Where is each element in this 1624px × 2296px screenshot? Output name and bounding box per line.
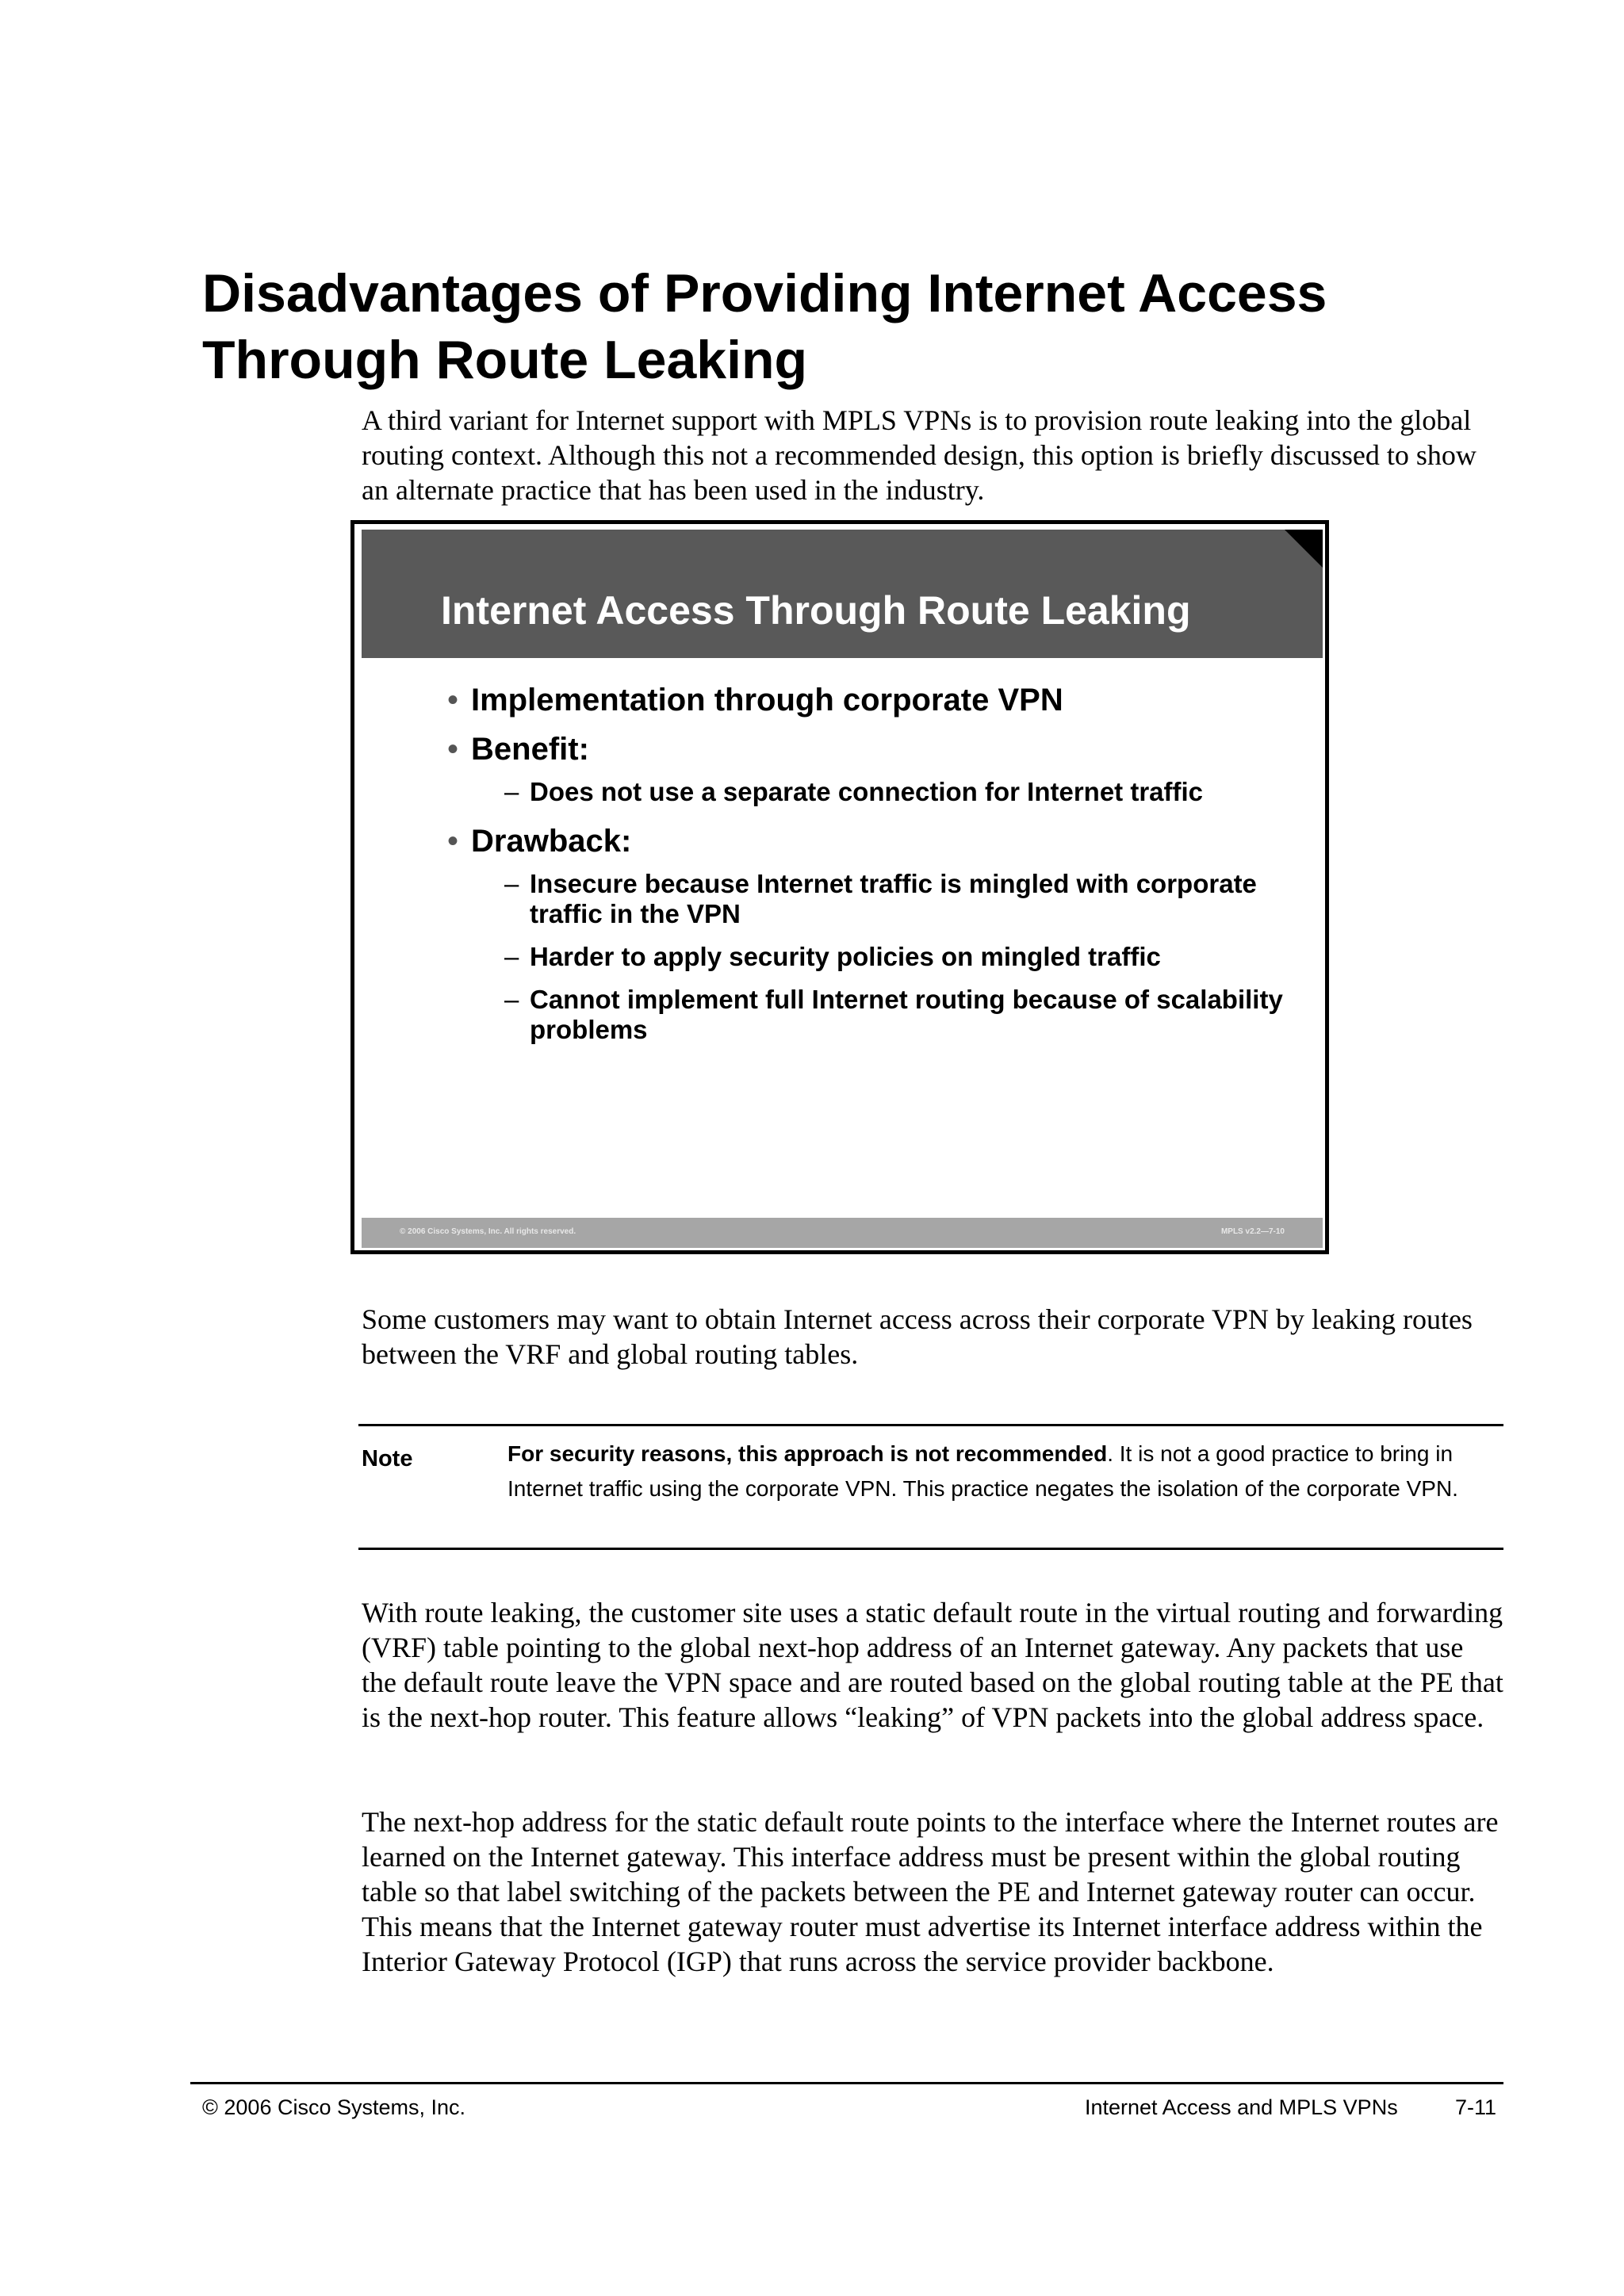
slide-sub-bullet [471, 777, 1288, 807]
dash-icon: – [504, 985, 519, 1014]
footer-rule [190, 2082, 1503, 2084]
note-label: Note [362, 1446, 413, 1471]
slide-title: Internet Access Through Route Leaking [441, 588, 1191, 633]
slide-sub-bullet [471, 869, 1288, 929]
slide-sub-bullet-text: Does not use a separate connection for Internet traffic [530, 777, 1204, 806]
slide-sub-list [471, 869, 1288, 1045]
footer-page-number: 7-11 [1455, 2095, 1497, 2119]
footer-copyright: © 2006 Cisco Systems, Inc. [202, 2095, 466, 2119]
slide-corner-triangle [1285, 530, 1323, 568]
slide-footer-band [362, 1218, 1323, 1248]
body-paragraph: The next-hop address for the static default route points to the interface where the Internet routes are learned on the Internet gateway. This interface address must be present within the global routing table so that label switching of the packets between the PE and Internet gateway router can occur. This means that the Internet gateway router must advertise its Internet interface address within the Interior Gateway Protocol (IGP) that runs across the service provider backbone. [362, 1806, 1499, 1977]
slide-sub-bullet-text: Cannot implement full Internet routing because of scalability problems [530, 985, 1283, 1044]
slide-sub-bullet-text: Insecure because Internet traffic is mingled with corporate traffic in the VPN [530, 869, 1257, 928]
bullet-dot-icon: • [447, 683, 459, 718]
page-title [202, 260, 1487, 393]
bullet-dot-icon: • [447, 824, 459, 859]
slide-code: MPLS v2.2—7-10 [1220, 1227, 1285, 1236]
dash-icon: – [504, 942, 519, 971]
note-bottom-rule [358, 1548, 1503, 1550]
slide-sub-bullet-text: Harder to apply security policies on mingled traffic [530, 942, 1161, 971]
slide-sub-bullet [471, 942, 1288, 972]
note-bold-text: For security reasons, this approach is not recommended [508, 1441, 1108, 1466]
slide-sub-bullet [471, 985, 1288, 1045]
dash-icon: – [504, 777, 519, 806]
slide-bullet-text: Benefit: [471, 732, 589, 767]
page-title-line-2: Through Route Leaking [202, 330, 808, 390]
after-slide-paragraph: Some customers may want to obtain Internet access across their corporate VPN by leaking routes between the VRF and global routing tables. [362, 1303, 1473, 1370]
note-top-rule [358, 1424, 1503, 1426]
slide-bullet-text: Drawback: [471, 824, 632, 859]
slide-bullet [447, 680, 1288, 720]
body-paragraph: With route leaking, the customer site uses a static default route in the virtual routing and forwarding (VRF) table pointing to the global next-hop address of an Internet gateway. Any packets that use the default route leave the VPN space and are routed based on the global routing table at the PE that is the next-hop router. This feature allows “leaking” of VPN packets into the global address space. [362, 1597, 1503, 1733]
note-text [508, 1437, 1475, 1506]
bullet-dot-icon: • [447, 732, 459, 767]
slide-copyright: © 2006 Cisco Systems, Inc. All rights reserved. [400, 1227, 576, 1236]
intro-paragraph: A third variant for Internet support with MPLS VPNs is to provision route leaking into the global routing context. Although this not a recommended design, this option is briefly discussed to show an alternate practice that has been used in the industry. [362, 404, 1477, 506]
footer-section-title: Internet Access and MPLS VPNs [1085, 2095, 1398, 2119]
slide-bullet [447, 729, 1288, 807]
dash-icon: – [504, 869, 519, 898]
note-rest-text: . It is not a good practice to bring in Internet traffic using the corporate VPN. This practice negates the isolation of the corporate VPN. [508, 1441, 1458, 1501]
slide-sub-list [471, 777, 1288, 807]
page-title-line-1: Disadvantages of Providing Internet Access [202, 263, 1327, 323]
slide-bullet-text: Implementation through corporate VPN [471, 683, 1063, 718]
slide-bullet [447, 821, 1288, 1045]
slide-bullet-list [447, 680, 1288, 1059]
